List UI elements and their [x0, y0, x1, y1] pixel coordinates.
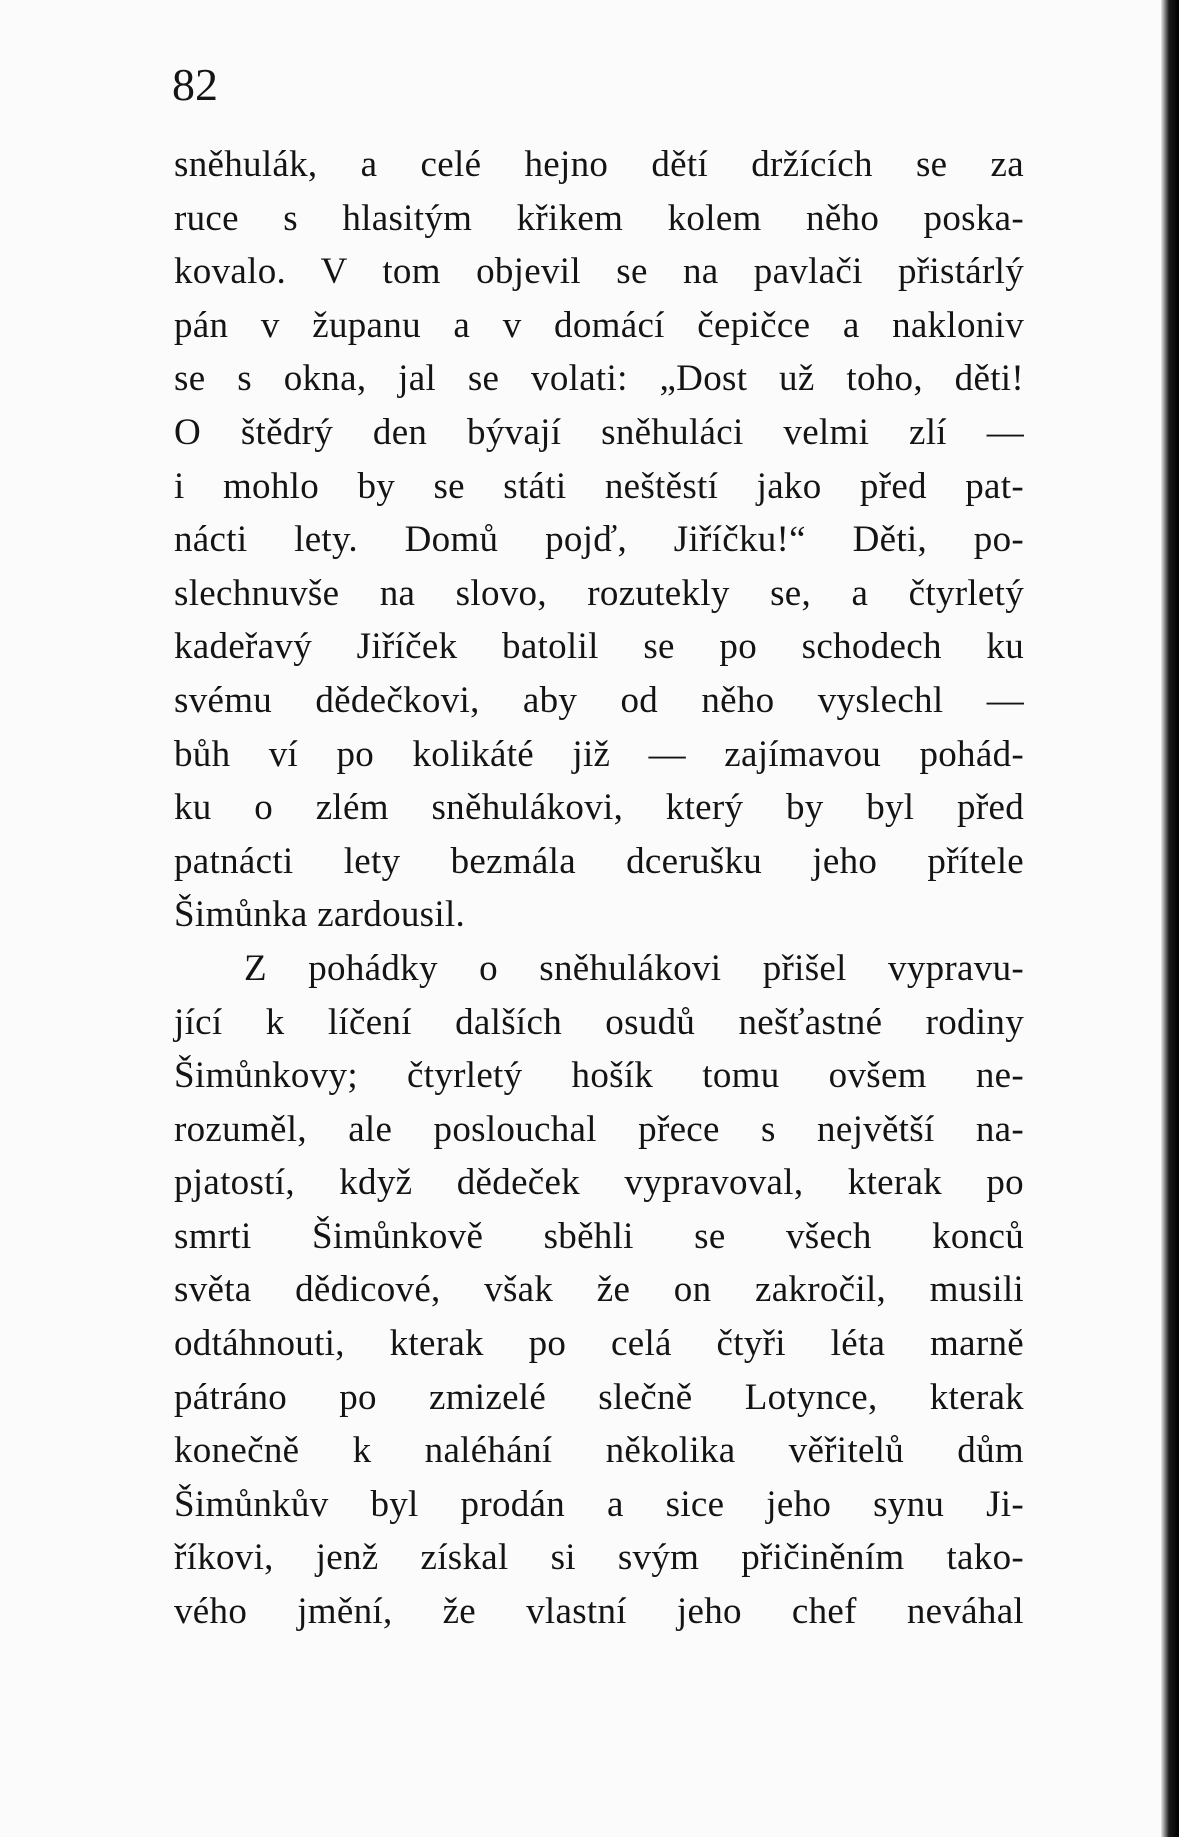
text-line: rozuměl, ale poslouchal přece s největší na-: [174, 1108, 1024, 1150]
paragraph-1: [174, 138, 1024, 942]
text-line: ruce s hlasitým křikem kolem něho poska-: [174, 197, 1024, 239]
paragraph-2: [174, 942, 1024, 1639]
text-line: patnácti lety bezmála dcerušku jeho přítele: [174, 840, 1024, 882]
body-text: [174, 138, 1024, 1639]
text-line: svému dědečkovi, aby od něho vyslechl —: [174, 679, 1024, 721]
text-line: pátráno po zmizelé slečně Lotynce, kterak: [174, 1376, 1024, 1418]
text-line: říkovi, jenž získal si svým přičiněním tako-: [174, 1537, 1024, 1579]
text-line: jící k líčení dalších osudů nešťastné rodiny: [174, 1001, 1024, 1043]
text-line: slechnuvše na slovo, rozutekly se, a čtyrletý: [174, 572, 1024, 614]
text-line: smrti Šimůnkově sběhli se všech konců: [174, 1215, 1024, 1257]
text-line: kovalo. V tom objevil se na pavlači přistárlý: [174, 251, 1024, 293]
text-line: se s okna, jal se volati: „Dost už toho, děti!: [174, 358, 1024, 400]
text-line: Šimůnka zardousil.: [174, 894, 466, 936]
text-line: konečně k naléhání několika věřitelů dům: [174, 1430, 1024, 1472]
text-line: O štědrý den bývají sněhuláci velmi zlí —: [174, 411, 1024, 453]
text-line: pán v županu a v domácí čepičce a nakloniv: [174, 304, 1024, 346]
text-line: pjatostí, když dědeček vypravoval, kterak po: [174, 1162, 1024, 1204]
text-line: odtáhnouti, kterak po celá čtyři léta marně: [174, 1323, 1024, 1365]
page-edge-shadow: [1161, 0, 1179, 1837]
text-line: ku o zlém sněhulákovi, který by byl před: [174, 787, 1024, 829]
text-line: nácti lety. Domů pojď, Jiříčku!“ Děti, po-: [174, 519, 1024, 561]
page-number: 82: [172, 59, 218, 110]
text-line: Z pohádky o sněhulákovi přišel vypravu-: [244, 947, 1024, 989]
text-line: Šimůnkovy; čtyrletý hošík tomu ovšem ne-: [174, 1055, 1024, 1097]
text-line: bůh ví po kolikáté již — zajímavou pohád-: [174, 733, 1024, 775]
text-line: světa dědicové, však že on zakročil, musili: [174, 1269, 1024, 1311]
text-line: sněhulák, a celé hejno dětí držících se za: [174, 144, 1024, 185]
text-line: kadeřavý Jiříček batolil se po schodech ku: [174, 626, 1024, 668]
text-line: vého jmění, že vlastní jeho chef neváhal: [174, 1591, 1024, 1633]
text-line: i mohlo by se státi neštěstí jako před pat-: [174, 465, 1024, 507]
text-line: Šimůnkův byl prodán a sice jeho synu Ji-: [174, 1483, 1024, 1525]
